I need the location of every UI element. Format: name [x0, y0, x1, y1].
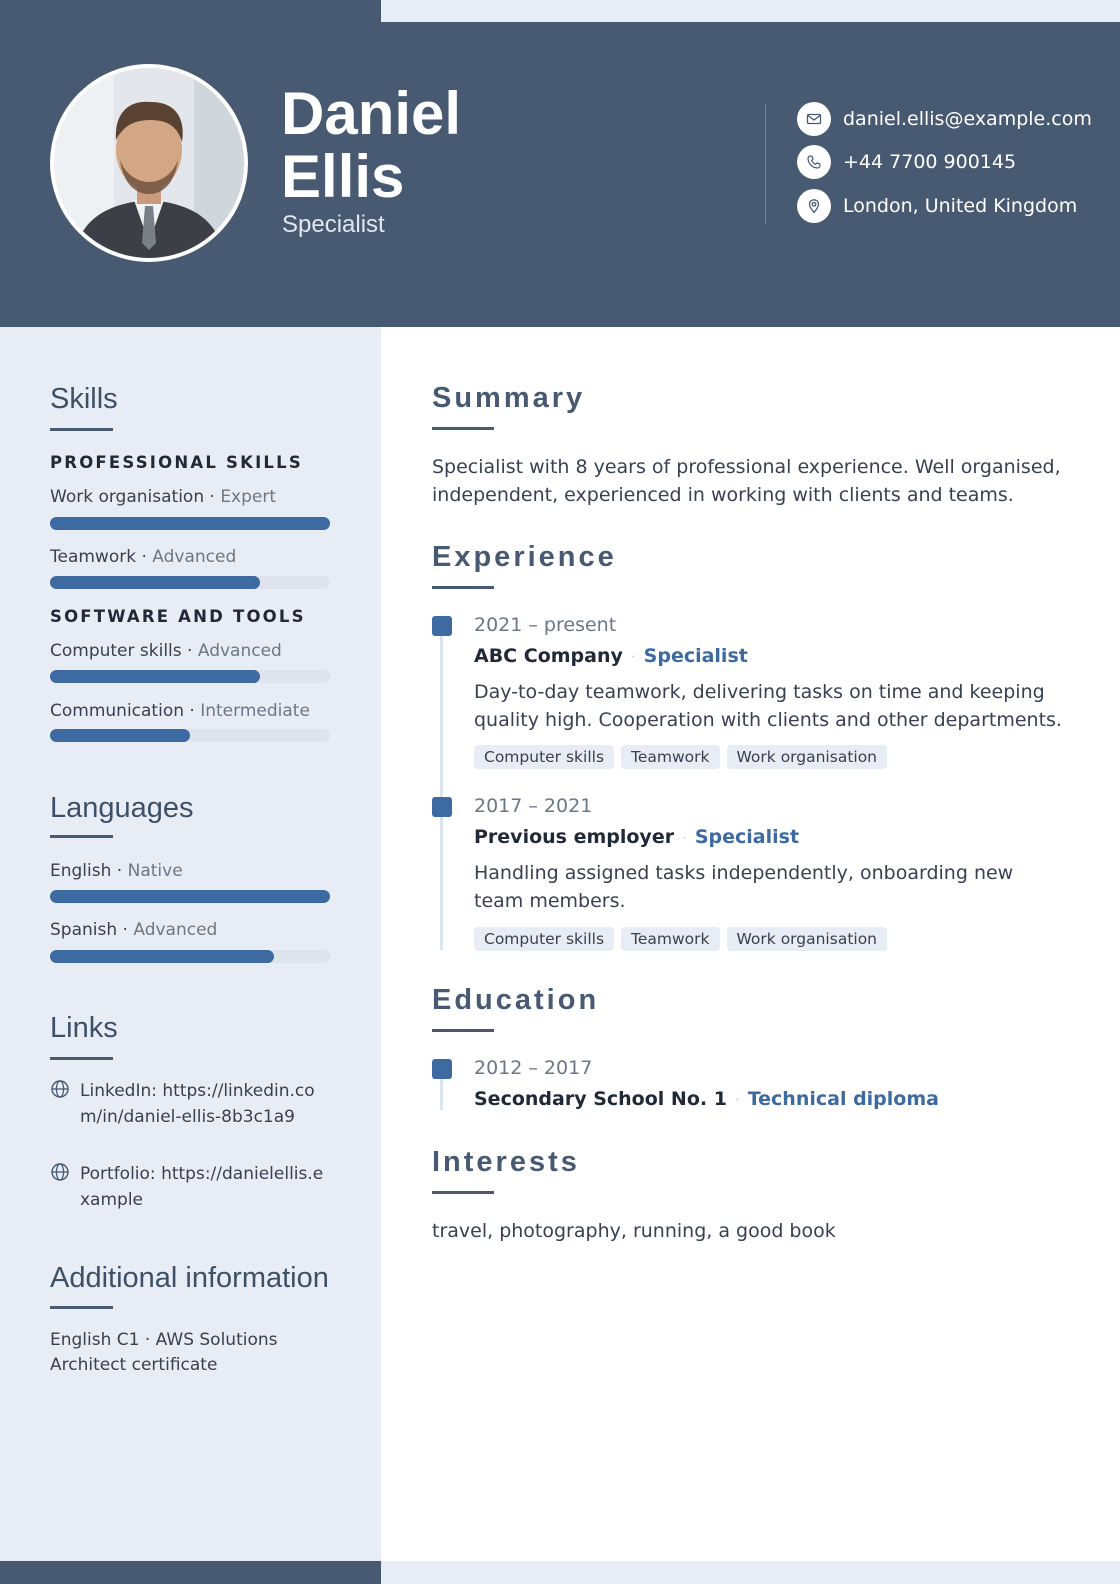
skill-bar	[50, 517, 330, 530]
experience-dates: 2021 – present	[474, 614, 617, 636]
skill-name: Work organisation	[50, 487, 205, 507]
language-bar-fill	[50, 890, 330, 903]
links-heading: Links	[50, 1012, 118, 1044]
skill-item: Work organisation · Expert	[50, 487, 277, 507]
interests-heading-rule	[432, 1191, 494, 1194]
separator-dot: ·	[682, 829, 687, 847]
job-role: Specialist	[282, 211, 385, 238]
location-text: London, United Kingdom	[843, 195, 1078, 217]
experience-tags	[474, 927, 894, 951]
language-level: Advanced	[133, 920, 218, 940]
separator-dot: ·	[734, 1091, 740, 1109]
skill-tag: Computer skills	[474, 927, 614, 951]
summary-text: Specialist with 8 years of professional experience. Well organised, independent, experienced in working with clients and teams.	[432, 456, 1061, 506]
sidebar-top-bar	[0, 0, 381, 22]
top-strip	[381, 0, 1120, 22]
footer-strip	[381, 1561, 1120, 1584]
additional-info-rule	[50, 1306, 113, 1309]
education-heading-rule	[432, 1029, 494, 1032]
portrait-photo	[54, 68, 244, 258]
mail-icon	[797, 102, 831, 136]
additional-info-heading: Additional information	[50, 1262, 329, 1294]
skill-item: Computer skills · Advanced	[50, 641, 282, 661]
school-name: Secondary School No. 1	[474, 1088, 727, 1110]
language-item: English · Native	[50, 861, 183, 881]
globe-icon	[50, 1162, 70, 1182]
skill-bar-fill	[50, 517, 330, 530]
phone-text: +44 7700 900145	[843, 151, 1017, 173]
skill-name: Teamwork	[50, 547, 137, 567]
education-dates: 2012 – 2017	[474, 1057, 593, 1079]
languages-heading-rule	[50, 835, 113, 838]
experience-tags	[474, 745, 894, 769]
skill-item: Communication · Intermediate	[50, 701, 310, 721]
skill-bar	[50, 729, 330, 742]
skill-tag: Teamwork	[621, 745, 719, 769]
contact-email[interactable]	[797, 102, 1092, 136]
separator-dot: ·	[630, 648, 636, 666]
skill-category-software: SOFTWARE AND TOOLS	[50, 607, 306, 626]
phone-icon	[797, 145, 831, 179]
timeline-marker	[432, 616, 452, 636]
skill-level: Expert	[220, 487, 277, 507]
skills-heading-rule	[50, 428, 113, 431]
language-bar-fill	[50, 950, 274, 963]
experience-heading-rule	[432, 586, 494, 589]
skill-level: Intermediate	[200, 701, 310, 721]
language-bar	[50, 950, 330, 963]
timeline-marker	[432, 797, 452, 817]
language-item: Spanish · Advanced	[50, 920, 218, 940]
timeline-marker	[432, 1059, 452, 1079]
summary-heading-rule	[432, 427, 494, 430]
skill-level: Advanced	[152, 547, 237, 567]
experience-org	[474, 826, 799, 848]
job-title: Specialist	[694, 826, 800, 848]
experience-org	[474, 645, 748, 667]
globe-icon	[50, 1079, 70, 1099]
skills-heading: Skills	[50, 383, 118, 415]
skill-tag: Computer skills	[474, 745, 614, 769]
languages-heading: Languages	[50, 792, 194, 824]
language-level: Native	[127, 861, 183, 881]
language-name: Spanish	[50, 920, 118, 940]
skill-bar-fill	[50, 670, 260, 683]
link-text: LinkedIn: https://linkedin.com/in/daniel-ellis-8b3c1a9	[80, 1081, 315, 1127]
footer-bar	[0, 1561, 381, 1584]
experience-description: Handling assigned tasks independently, onboarding new team members.	[474, 862, 1014, 912]
skill-category-professional: PROFESSIONAL SKILLS	[50, 453, 303, 472]
experience-description: Day-to-day teamwork, delivering tasks on time and keeping quality high. Cooperation with clients and other departments.	[474, 681, 1062, 731]
contact-location	[797, 189, 1077, 223]
education-org	[474, 1088, 939, 1110]
location-pin-icon	[797, 189, 831, 223]
language-bar	[50, 890, 330, 903]
skill-name: Communication	[50, 701, 184, 721]
job-title: Specialist	[643, 645, 748, 667]
skill-level: Advanced	[197, 641, 282, 661]
experience-heading: Experience	[432, 541, 617, 573]
first-name: Daniel	[281, 80, 462, 147]
links-heading-rule	[50, 1057, 113, 1060]
language-name: English	[50, 861, 112, 881]
email-text: daniel.ellis@example.com	[843, 108, 1092, 130]
experience-dates: 2017 – 2021	[474, 795, 593, 817]
summary-heading: Summary	[432, 382, 586, 414]
education-heading: Education	[432, 984, 600, 1016]
additional-info-text: English C1 · AWS Solutions Architect certificate	[50, 1330, 278, 1375]
skill-bar-fill	[50, 576, 260, 589]
skill-item: Teamwork · Advanced	[50, 547, 237, 567]
link-text: Portfolio: https://danielellis.example	[80, 1164, 324, 1210]
skill-name: Computer skills	[50, 641, 182, 661]
interests-text: travel, photography, running, a good book	[432, 1220, 836, 1242]
degree-name: Technical diploma	[747, 1088, 939, 1110]
interests-heading: Interests	[432, 1146, 580, 1178]
skill-tag: Work organisation	[727, 927, 888, 951]
link-portfolio[interactable]	[50, 1161, 330, 1213]
experience-timeline	[440, 620, 443, 950]
full-name	[281, 82, 461, 208]
skill-tag: Work organisation	[727, 745, 888, 769]
company-name: Previous employer	[474, 826, 675, 848]
skill-bar-fill	[50, 729, 190, 742]
avatar	[50, 64, 248, 262]
last-name: Ellis	[281, 143, 405, 210]
header-divider	[765, 103, 766, 224]
skill-tag: Teamwork	[621, 927, 719, 951]
skill-bar	[50, 576, 330, 589]
link-linkedin[interactable]	[50, 1078, 330, 1130]
company-name: ABC Company	[474, 645, 623, 667]
skill-bar	[50, 670, 330, 683]
contact-phone[interactable]	[797, 145, 1016, 179]
